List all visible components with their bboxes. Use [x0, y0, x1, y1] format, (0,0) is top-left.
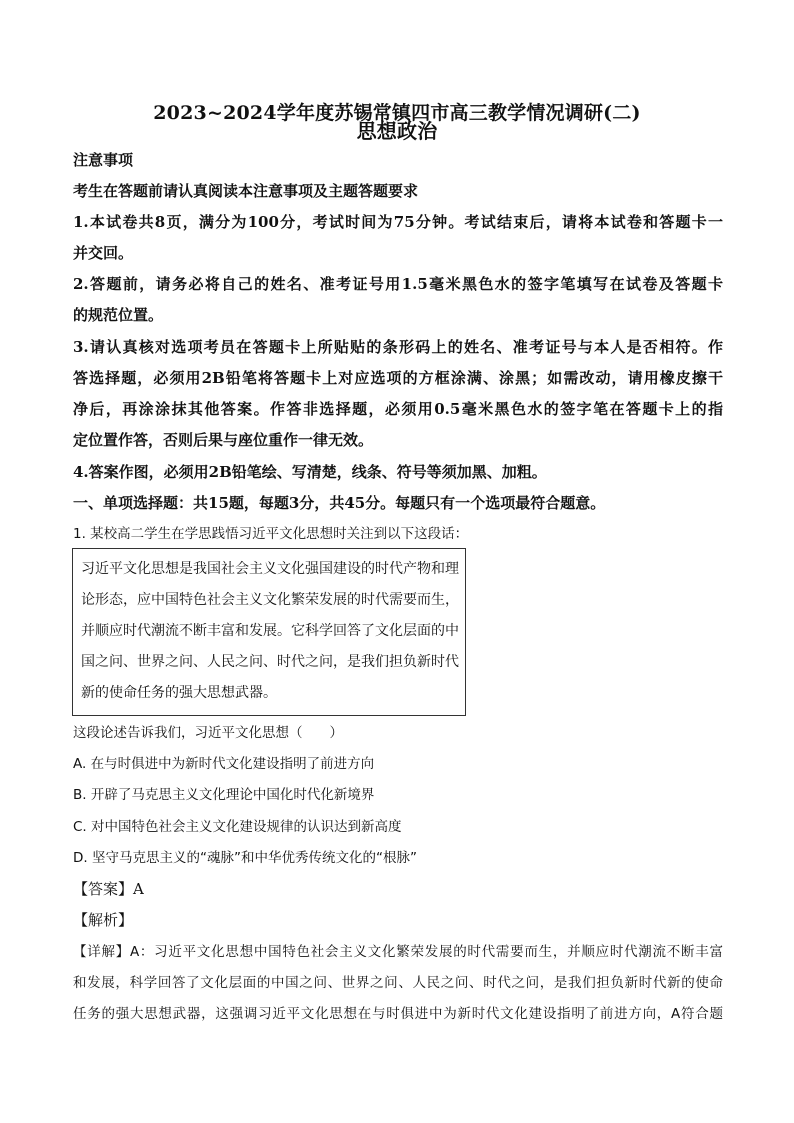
detail-line-2: 和发展，科学回答了文化层面的中国之问、世界之问、人民之问、时代之问，是我们担负新时代新的使命	[73, 975, 723, 991]
option-a: A. 在与时俱进中为新时代文化建设指明了前进方向	[73, 756, 375, 772]
notice-item-2-line-2: 的规范位置。	[73, 306, 164, 324]
quote-line-3: 并顺应时代潮流不断丰富和发展。它科学回答了文化层面的中	[81, 623, 459, 639]
notice-item-1-line-2: 并交回。	[73, 244, 134, 262]
quote-line-1: 习近平文化思想是我国社会主义文化强国建设的时代产物和理	[81, 561, 459, 577]
section-heading: 一、单项选择题：共15题，每题3分，共45分。每题只有一个选项最符合题意。	[73, 494, 606, 512]
subject-title: 思想政治	[356, 119, 438, 143]
quote-line-2: 论形态，应中国特色社会主义文化繁荣发展的时代需要而生，	[81, 592, 459, 608]
notice-item-3-line-4: 定位置作答，否则后果与座位重作一律无效。	[73, 431, 374, 449]
notice-item-3-line-1: 3.请认真核对选项考员在答题卡上所贴贴的条形码上的姓名、准考证号与本人是否相符。作	[73, 338, 723, 356]
notice-item-3-line-3: 净后，再涂涂抹其他答案。作答非选择题，必须用0.5毫米黑色水的签字笔在答题卡上的指	[73, 400, 723, 418]
exam-title: 2023~2024学年度苏锡常镇四市高三教学情况调研(二)	[153, 102, 641, 124]
quote-line-4: 国之问、世界之问、人民之问、时代之问，是我们担负新时代	[81, 654, 459, 670]
option-d: D. 坚守马克思主义的“魂脉”和中华优秀传统文化的“根脉”	[73, 850, 417, 866]
notice-heading: 注意事项	[73, 151, 134, 169]
question-prompt: 这段论述告诉我们，习近平文化思想（ ）	[73, 725, 343, 741]
notice-item-3-line-2: 答选择题，必须用2B铅笔将答题卡上对应选项的方框涂满、涂黑；如需改动，请用橡皮擦干	[73, 369, 723, 387]
notice-intro: 考生在答题前请认真阅读本注意事项及主题答题要求	[73, 182, 419, 200]
quote-line-5: 新的使命任务的强大思想武器。	[81, 685, 277, 701]
analysis-heading: 【解析】	[73, 911, 134, 929]
detail-line-3: 任务的强大思想武器，这强调习近平文化思想在与时俱进中为新时代文化建设指明了前进方向，A符合题	[73, 1006, 723, 1022]
answer-label: 【答案】A	[73, 880, 144, 898]
detail-line-1: 【详解】A：习近平文化思想中国特色社会主义文化繁荣发展的时代需要而生，并顺应时代潮流不断丰富	[73, 944, 723, 960]
option-c: C. 对中国特色社会主义文化建设规律的认识达到新高度	[73, 819, 402, 835]
notice-item-4-line-1: 4.答案作图，必须用2B铅笔绘、写清楚，线条、符号等须加黑、加粗。	[73, 463, 547, 481]
question-stem: 1. 某校高二学生在学思践悟习近平文化思想时关注到以下这段话：	[73, 526, 469, 542]
notice-item-2-line-1: 2.答题前，请务必将自己的姓名、准考证号用1.5毫米黑色水的签字笔填写在试卷及答题卡	[73, 275, 723, 293]
notice-item-1-line-1: 1.本试卷共8页，满分为100分，考试时间为75分钟。考试结束后，请将本试卷和答题卡一	[73, 213, 723, 231]
quote-box	[72, 548, 466, 716]
option-b: B. 开辟了马克思主义文化理论中国化时代化新境界	[73, 787, 375, 803]
